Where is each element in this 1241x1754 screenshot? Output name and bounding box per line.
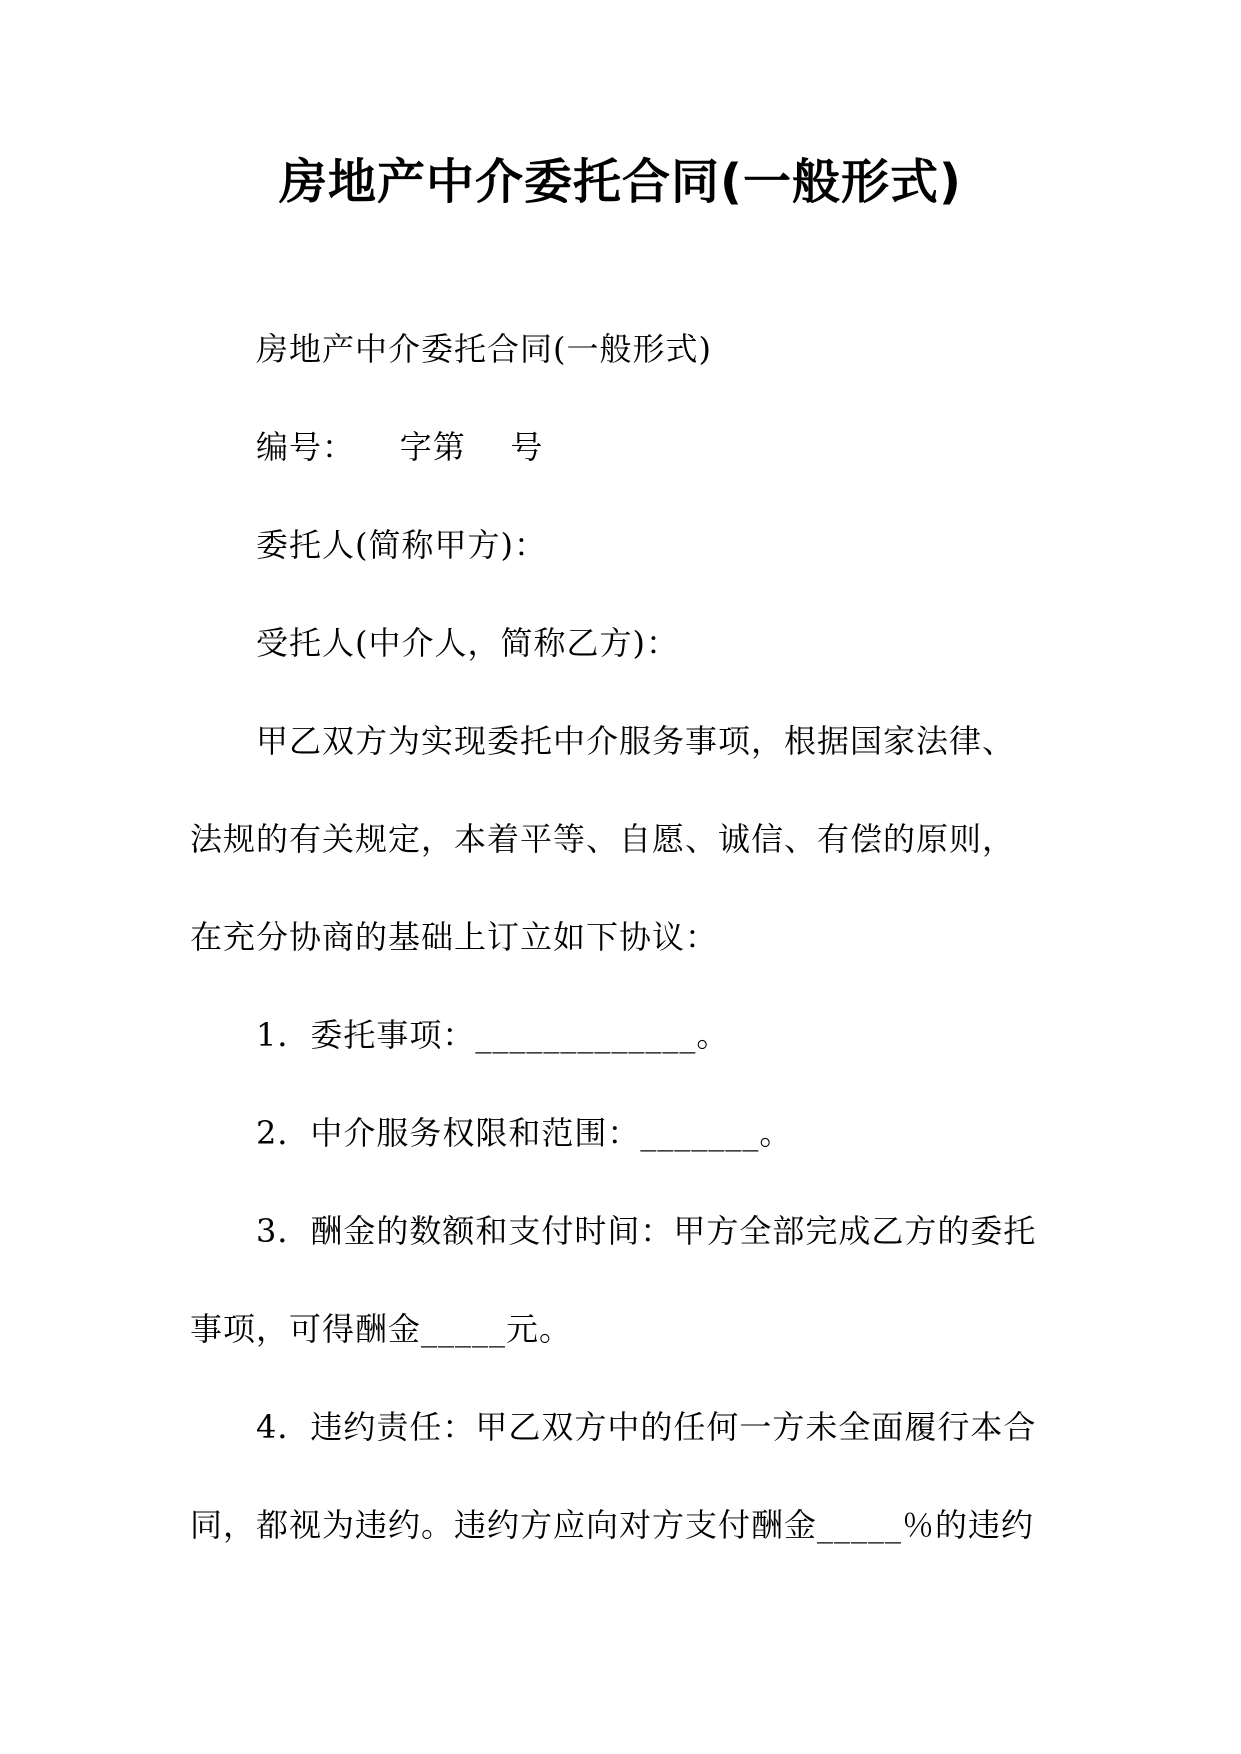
document-body: [190, 300, 1050, 1574]
clause-4-liability: [190, 1378, 1050, 1574]
paragraph-line: 事项，可得酬金_____元。: [190, 1310, 573, 1348]
paragraph-preamble: [190, 692, 1050, 986]
document-title: 房地产中介委托合同(一般形式): [279, 154, 962, 210]
paragraph-agent: 受托人(中介人，简称乙方)：: [256, 624, 679, 662]
paragraph-line: 在充分协商的基础上订立如下协议：: [190, 918, 719, 956]
paragraph-line: 4．违约责任：甲乙双方中的任何一方未全面履行本合: [256, 1408, 1037, 1446]
paragraph-line: 甲乙双方为实现委托中介服务事项，根据国家法律、: [256, 722, 1016, 760]
paragraph-line: 同，都视为违约。违约方应向对方支付酬金_____％的违约: [190, 1506, 1035, 1544]
paragraph-contract-number: 编号： 字第 号: [256, 428, 544, 466]
paragraph-line: 3．酬金的数额和支付时间：甲方全部完成乙方的委托: [256, 1212, 1037, 1250]
paragraph-contract-name: 房地产中介委托合同(一般形式): [256, 330, 712, 368]
paragraph-principal: 委托人(简称甲方)：: [256, 526, 547, 564]
paragraph-line: 法规的有关规定，本着平等、自愿、诚信、有偿的原则，: [190, 820, 1016, 858]
clause-3-remuneration: [190, 1182, 1050, 1378]
clause-1-entrusted-matters: 1．委托事项：_____________。: [256, 1016, 730, 1054]
clause-2-service-scope: 2．中介服务权限和范围：_______。: [256, 1114, 793, 1152]
